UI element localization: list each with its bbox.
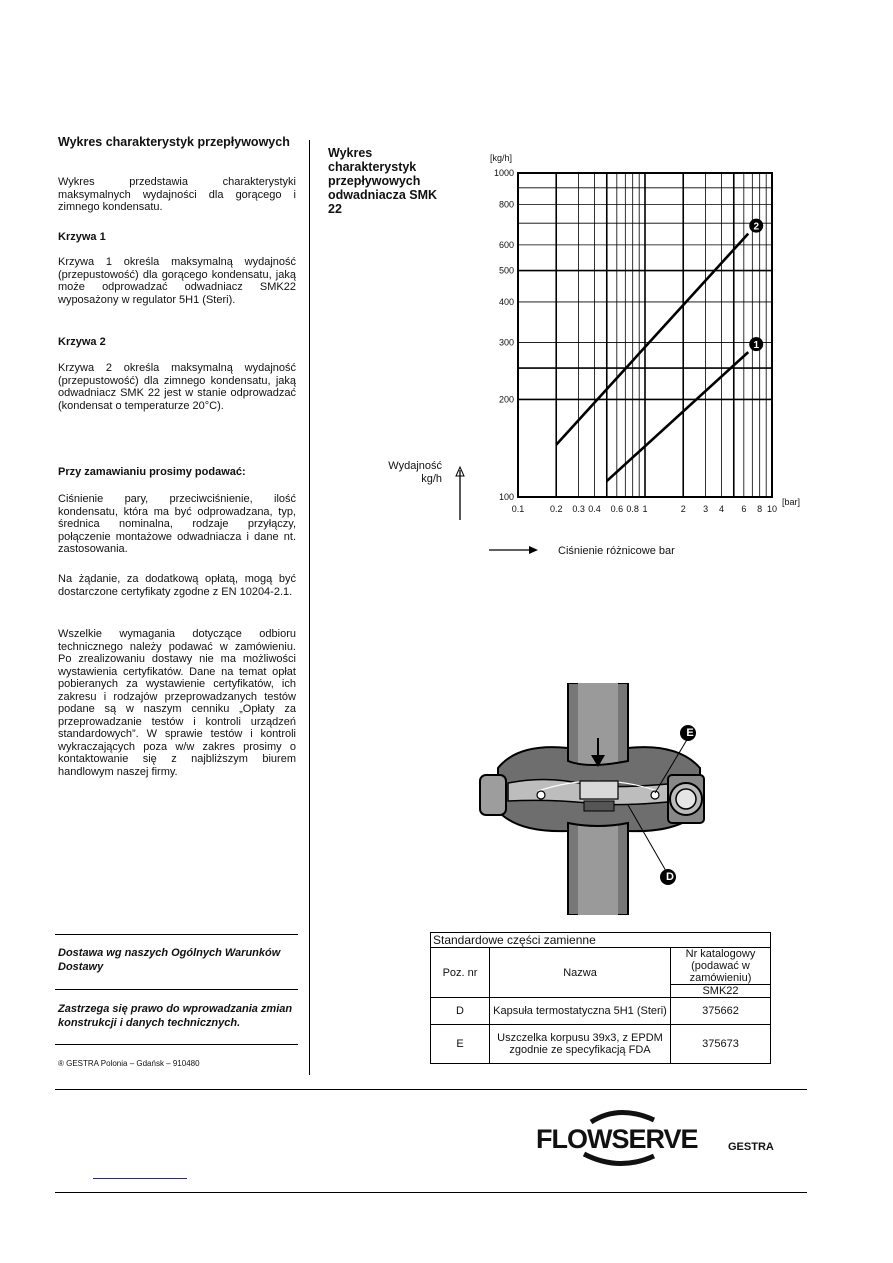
col-pos-header: Poz. nr xyxy=(431,948,490,998)
label-e: E xyxy=(686,727,694,739)
table-row xyxy=(431,998,771,1025)
footer-top-rule xyxy=(55,1089,807,1090)
x-tick-label: 0.8 xyxy=(626,504,639,514)
y-tick-label: 100 xyxy=(498,492,514,502)
row-catalog: 375662 xyxy=(671,998,771,1025)
y-tick-label: 200 xyxy=(498,394,514,405)
row-name: Kapsuła termostatyczna 5H1 (Steri) xyxy=(490,998,671,1025)
delivery-note: Dostawa wg naszych Ogólnych Warunków Dostawy xyxy=(58,947,281,973)
x-tick-label: 0.6 xyxy=(610,504,624,514)
x-tick-label: 6 xyxy=(741,504,747,514)
x-tick-label: 0.1 xyxy=(511,504,525,514)
y-tick-label: 1000 xyxy=(493,168,514,178)
chart-title: Wykres charakterystyk przepływowych odwadniacza SMK 22 xyxy=(328,146,438,216)
y-tick-label: 500 xyxy=(498,265,514,276)
order-text: Ciśnienie pary, przeciwciśnienie, ilość kondensatu, która ma być odprowadzana, typ, średnica nominalna, rodzaje przyłączy, połączenie montażowe odwadniacza i dane nt. zastosowania. xyxy=(58,493,296,555)
up-arrow-icon xyxy=(454,466,466,522)
chart-grid xyxy=(518,173,772,497)
curve2-heading: Krzywa 2 xyxy=(58,336,106,348)
left-title: Wykres charakterystyk przepływowych xyxy=(58,135,290,149)
gestra-wordmark: GESTRA xyxy=(728,1141,774,1153)
curve1-heading: Krzywa 1 xyxy=(58,231,106,243)
series-label-2: 2 xyxy=(753,221,760,233)
y-tick-label: 400 xyxy=(498,296,514,307)
series-label-1: 1 xyxy=(753,340,760,352)
series-line-2 xyxy=(556,234,748,445)
curve2-text: Krzywa 2 określa maksymalną wydajność (przepustowość) dla zimnego kondensatu, jaką odwadniacz SMK 22 jest w stanie odprowadzać (kondensat o temperaturze 20°C). xyxy=(58,362,296,412)
series-line-1 xyxy=(607,352,748,481)
x-unit-label: [bar] xyxy=(782,497,801,507)
certificates-text: Na żądanie, za dodatkową opłatą, mogą być dostarczone certyfikaty zgodne z EN 10204-2.1. xyxy=(58,573,296,598)
divider xyxy=(55,1044,298,1045)
divider xyxy=(55,934,298,935)
row-pos: E xyxy=(431,1025,490,1064)
reservation-note: Zastrzega się prawo do wprowadzania zmian konstrukcji i danych technicznych. xyxy=(58,1003,293,1029)
parts-table-title: Standardowe części zamienne xyxy=(431,933,771,948)
x-tick-label: 0.4 xyxy=(588,504,601,514)
curve1-text: Krzywa 1 określa maksymalną wydajność (przepustowość) dla gorącego kondensatu, jaką może odprowadzać odwadniacz SMK22 wyposażony w regulator 5H1 (Steri). xyxy=(58,256,296,306)
x-tick-label: 3 xyxy=(703,504,709,514)
x-tick-label: 2 xyxy=(680,504,686,514)
footer-bottom-rule xyxy=(55,1192,807,1193)
divider xyxy=(55,989,298,990)
x-tick-label: 4 xyxy=(718,504,724,514)
trap-cross-section xyxy=(478,683,718,915)
link-underline[interactable] xyxy=(93,1178,187,1179)
col-catalog-header: Nr katalogowy (podawać w zamówieniu) xyxy=(671,948,771,985)
y-tick-label: 300 xyxy=(498,337,514,348)
intro-text: Wykres przedstawia charakterystyki maksymalnych wydajności dla gorącego i zimnego kondensatu. xyxy=(58,176,296,213)
y-tick-label: 800 xyxy=(498,199,514,210)
requirements-text: Wszelkie wymagania dotyczące odbioru technicznego należy podawać w zamówieniu. Po zrealizowaniu dostawy nie ma możliwości wystawienia certyfikatów. Dane na temat opłat pobieranych za wystawienie certyfikatów, ich zakresu i rodzajów przeprowadzanych testów podane są w naszym cenniku „Opłaty za przeprowadzanie testów i kontroli urządzeń standardowych”. W sprawie testów i kontroli wykraczających poza w/w zakres prosimy o kontaktowanie się z najbliższym biurem handlowym naszej firmy. xyxy=(58,628,296,778)
x-tick-label: 10 xyxy=(766,504,778,514)
col-name-header: Nazwa xyxy=(490,948,671,998)
order-heading: Przy zamawianiu prosimy podawać: xyxy=(58,466,246,478)
label-d: D xyxy=(666,871,674,883)
x-tick-label: 0.3 xyxy=(572,504,585,514)
y-unit-label: [kg/h] xyxy=(490,153,513,163)
y-axis-caption: Wydajność kg/h xyxy=(388,460,442,485)
x-tick-label: 0.2 xyxy=(549,504,563,514)
copyright: ® GESTRA Polonia – Gdańsk – 910480 xyxy=(58,1059,200,1068)
row-pos: D xyxy=(431,998,490,1025)
x-tick-label: 1 xyxy=(642,504,648,514)
x-axis-caption: Ciśnienie różnicowe bar xyxy=(558,545,675,557)
row-name: Uszczelka korpusu 39x3, z EPDM zgodnie ze specyfikacją FDA xyxy=(490,1025,671,1064)
table-row xyxy=(431,1025,771,1064)
col-model-header: SMK22 xyxy=(671,985,771,998)
x-tick-label: 8 xyxy=(757,504,763,514)
column-separator xyxy=(309,140,310,1075)
flow-chart xyxy=(340,145,820,565)
right-arrow-icon xyxy=(489,544,539,556)
parts-table xyxy=(430,932,771,1064)
y-tick-label: 600 xyxy=(498,239,514,250)
row-catalog: 375673 xyxy=(671,1025,771,1064)
flowserve-wordmark: FLOWSERVE xyxy=(536,1124,698,1154)
